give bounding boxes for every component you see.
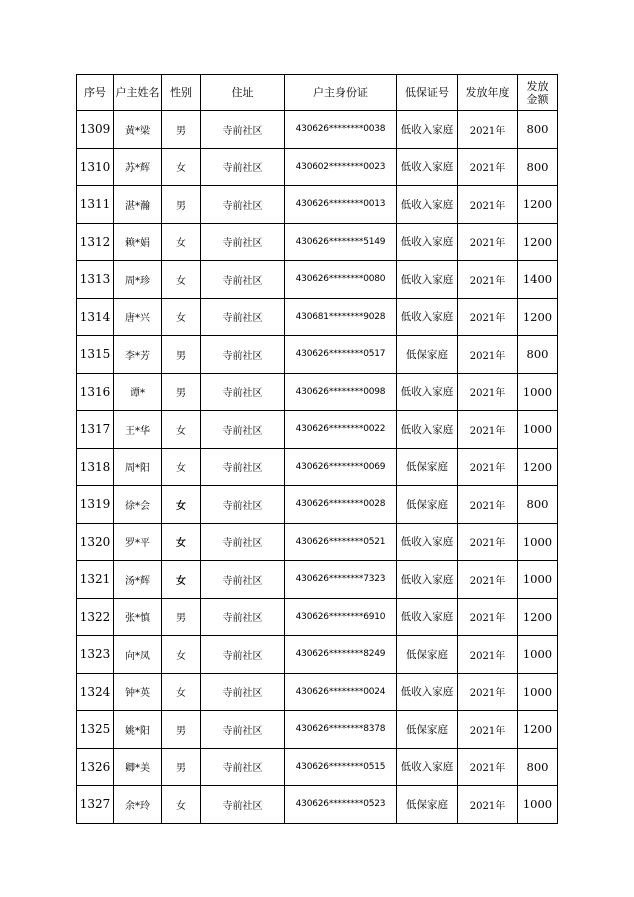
cell-address: 寺前社区 [201, 336, 285, 374]
cell-id-card: 430626********8378 [285, 711, 397, 749]
cell-issue-year: 2021年 [458, 261, 518, 299]
cell-serial-number: 1310 [77, 148, 114, 186]
cell-serial-number: 1323 [77, 636, 114, 674]
cell-issue-year: 2021年 [458, 111, 518, 149]
cell-certificate-number: 低收入家庭 [397, 261, 458, 299]
cell-issue-year: 2021年 [458, 223, 518, 261]
cell-address: 寺前社区 [201, 636, 285, 674]
cell-serial-number: 1321 [77, 561, 114, 599]
cell-issue-year: 2021年 [458, 448, 518, 486]
cell-gender: 男 [162, 748, 201, 786]
table-row [77, 711, 558, 749]
cell-id-card: 430626********0080 [285, 261, 397, 299]
cell-serial-number: 1314 [77, 298, 114, 336]
table-row [77, 298, 558, 336]
cell-issue-amount: 1200 [518, 298, 558, 336]
header-certificate-number: 低保证号 [397, 75, 458, 111]
cell-householder-name: 苏*辉 [114, 148, 162, 186]
cell-householder-name: 王*华 [114, 411, 162, 449]
cell-gender: 女 [162, 448, 201, 486]
table-row [77, 673, 558, 711]
cell-certificate-number: 低收入家庭 [397, 148, 458, 186]
cell-address: 寺前社区 [201, 373, 285, 411]
cell-id-card: 430626********8249 [285, 636, 397, 674]
cell-certificate-number: 低收入家庭 [397, 411, 458, 449]
cell-serial-number: 1319 [77, 486, 114, 524]
cell-issue-year: 2021年 [458, 786, 518, 824]
cell-certificate-number: 低保家庭 [397, 711, 458, 749]
cell-issue-year: 2021年 [458, 148, 518, 186]
cell-id-card: 430626********0521 [285, 523, 397, 561]
cell-issue-amount: 1000 [518, 786, 558, 824]
cell-issue-amount: 1000 [518, 411, 558, 449]
cell-id-card: 430626********5149 [285, 223, 397, 261]
subsidy-roster-table [76, 74, 558, 824]
cell-certificate-number: 低保家庭 [397, 486, 458, 524]
cell-serial-number: 1317 [77, 411, 114, 449]
cell-address: 寺前社区 [201, 448, 285, 486]
cell-issue-year: 2021年 [458, 748, 518, 786]
cell-gender: 女 [162, 411, 201, 449]
cell-address: 寺前社区 [201, 148, 285, 186]
cell-gender: 男 [162, 373, 201, 411]
header-row [77, 75, 558, 111]
header-issue-year: 发放年度 [458, 75, 518, 111]
cell-certificate-number: 低保家庭 [397, 636, 458, 674]
cell-householder-name: 赖*娟 [114, 223, 162, 261]
header-serial-number: 序号 [77, 75, 114, 111]
cell-address: 寺前社区 [201, 298, 285, 336]
cell-id-card: 430626********0024 [285, 673, 397, 711]
cell-issue-amount: 1200 [518, 186, 558, 224]
cell-address: 寺前社区 [201, 223, 285, 261]
cell-householder-name: 卿*美 [114, 748, 162, 786]
table-row [77, 261, 558, 299]
cell-issue-year: 2021年 [458, 336, 518, 374]
cell-gender: 女 [162, 261, 201, 299]
cell-id-card: 430626********7323 [285, 561, 397, 599]
cell-serial-number: 1327 [77, 786, 114, 824]
cell-gender: 女 [162, 636, 201, 674]
cell-householder-name: 徐*会 [114, 486, 162, 524]
table-header [77, 75, 558, 111]
cell-householder-name: 谭* [114, 373, 162, 411]
cell-householder-name: 姚*阳 [114, 711, 162, 749]
cell-issue-amount: 1000 [518, 636, 558, 674]
cell-gender: 女 [162, 486, 201, 524]
cell-issue-amount: 1400 [518, 261, 558, 299]
cell-householder-name: 黄*梁 [114, 111, 162, 149]
table-body [77, 111, 558, 824]
header-address: 住址 [201, 75, 285, 111]
cell-certificate-number: 低收入家庭 [397, 523, 458, 561]
cell-householder-name: 周*珍 [114, 261, 162, 299]
cell-id-card: 430626********0022 [285, 411, 397, 449]
table-row [77, 411, 558, 449]
cell-issue-year: 2021年 [458, 373, 518, 411]
cell-certificate-number: 低收入家庭 [397, 673, 458, 711]
cell-id-card: 430602********0023 [285, 148, 397, 186]
cell-id-card: 430626********0098 [285, 373, 397, 411]
cell-issue-year: 2021年 [458, 598, 518, 636]
cell-id-card: 430626********0028 [285, 486, 397, 524]
cell-gender: 男 [162, 336, 201, 374]
cell-certificate-number: 低收入家庭 [397, 373, 458, 411]
cell-householder-name: 唐*兴 [114, 298, 162, 336]
cell-gender: 女 [162, 786, 201, 824]
cell-address: 寺前社区 [201, 261, 285, 299]
cell-issue-amount: 1000 [518, 523, 558, 561]
cell-serial-number: 1313 [77, 261, 114, 299]
cell-gender: 女 [162, 673, 201, 711]
cell-householder-name: 钟*英 [114, 673, 162, 711]
table-row [77, 448, 558, 486]
cell-address: 寺前社区 [201, 673, 285, 711]
table-row [77, 786, 558, 824]
header-id-card: 户主身份证 [285, 75, 397, 111]
cell-issue-year: 2021年 [458, 561, 518, 599]
cell-address: 寺前社区 [201, 486, 285, 524]
table-row [77, 336, 558, 374]
table-row [77, 111, 558, 149]
cell-certificate-number: 低收入家庭 [397, 298, 458, 336]
cell-issue-amount: 1000 [518, 373, 558, 411]
cell-householder-name: 罗*平 [114, 523, 162, 561]
cell-certificate-number: 低保家庭 [397, 786, 458, 824]
cell-issue-year: 2021年 [458, 486, 518, 524]
cell-issue-year: 2021年 [458, 411, 518, 449]
cell-address: 寺前社区 [201, 748, 285, 786]
cell-gender: 女 [162, 148, 201, 186]
table-row [77, 561, 558, 599]
header-issue-amount [518, 75, 558, 111]
cell-certificate-number: 低保家庭 [397, 336, 458, 374]
cell-householder-name: 向*凤 [114, 636, 162, 674]
cell-serial-number: 1312 [77, 223, 114, 261]
cell-issue-amount: 800 [518, 748, 558, 786]
table-row [77, 373, 558, 411]
table-row [77, 486, 558, 524]
cell-issue-year: 2021年 [458, 523, 518, 561]
cell-id-card: 430626********0013 [285, 186, 397, 224]
cell-issue-amount: 800 [518, 111, 558, 149]
cell-issue-year: 2021年 [458, 298, 518, 336]
cell-certificate-number: 低收入家庭 [397, 223, 458, 261]
cell-issue-amount: 1000 [518, 561, 558, 599]
cell-issue-amount: 1200 [518, 598, 558, 636]
cell-serial-number: 1318 [77, 448, 114, 486]
cell-issue-year: 2021年 [458, 186, 518, 224]
cell-issue-amount: 800 [518, 148, 558, 186]
cell-issue-amount: 1200 [518, 711, 558, 749]
header-amount-line-1: 发放 [526, 79, 549, 93]
cell-householder-name: 周*阳 [114, 448, 162, 486]
table-row [77, 223, 558, 261]
cell-gender: 男 [162, 186, 201, 224]
table-row [77, 148, 558, 186]
cell-id-card: 430626********0038 [285, 111, 397, 149]
table-row [77, 186, 558, 224]
cell-address: 寺前社区 [201, 561, 285, 599]
cell-gender: 男 [162, 598, 201, 636]
cell-address: 寺前社区 [201, 523, 285, 561]
cell-id-card: 430626********0069 [285, 448, 397, 486]
cell-householder-name: 余*玲 [114, 786, 162, 824]
cell-householder-name: 张*慎 [114, 598, 162, 636]
cell-certificate-number: 低收入家庭 [397, 111, 458, 149]
header-amount-line-2: 金额 [526, 92, 549, 106]
cell-address: 寺前社区 [201, 786, 285, 824]
cell-id-card: 430626********0517 [285, 336, 397, 374]
cell-issue-year: 2021年 [458, 673, 518, 711]
table-row [77, 636, 558, 674]
cell-serial-number: 1309 [77, 111, 114, 149]
cell-issue-amount: 1000 [518, 673, 558, 711]
cell-gender: 女 [162, 298, 201, 336]
cell-gender: 女 [162, 223, 201, 261]
cell-address: 寺前社区 [201, 411, 285, 449]
cell-householder-name: 李*芳 [114, 336, 162, 374]
cell-id-card: 430681********9028 [285, 298, 397, 336]
cell-id-card: 430626********0515 [285, 748, 397, 786]
cell-householder-name: 湛*瀚 [114, 186, 162, 224]
cell-gender: 女 [162, 523, 201, 561]
cell-serial-number: 1324 [77, 673, 114, 711]
cell-issue-amount: 1200 [518, 448, 558, 486]
cell-id-card: 430626********6910 [285, 598, 397, 636]
cell-serial-number: 1320 [77, 523, 114, 561]
cell-gender: 女 [162, 561, 201, 599]
cell-gender: 男 [162, 111, 201, 149]
header-householder-name: 户主姓名 [114, 75, 162, 111]
cell-certificate-number: 低收入家庭 [397, 561, 458, 599]
cell-serial-number: 1315 [77, 336, 114, 374]
cell-certificate-number: 低收入家庭 [397, 186, 458, 224]
cell-issue-year: 2021年 [458, 711, 518, 749]
cell-issue-amount: 800 [518, 486, 558, 524]
cell-address: 寺前社区 [201, 186, 285, 224]
cell-serial-number: 1325 [77, 711, 114, 749]
cell-gender: 男 [162, 711, 201, 749]
table-row [77, 523, 558, 561]
header-gender: 性别 [162, 75, 201, 111]
cell-certificate-number: 低收入家庭 [397, 748, 458, 786]
cell-serial-number: 1316 [77, 373, 114, 411]
cell-address: 寺前社区 [201, 711, 285, 749]
cell-address: 寺前社区 [201, 598, 285, 636]
cell-certificate-number: 低保家庭 [397, 448, 458, 486]
cell-householder-name: 汤*辉 [114, 561, 162, 599]
cell-issue-year: 2021年 [458, 636, 518, 674]
table-row [77, 748, 558, 786]
cell-certificate-number: 低收入家庭 [397, 598, 458, 636]
cell-issue-amount: 800 [518, 336, 558, 374]
cell-id-card: 430626********0523 [285, 786, 397, 824]
cell-issue-amount: 1200 [518, 223, 558, 261]
cell-address: 寺前社区 [201, 111, 285, 149]
table-row [77, 598, 558, 636]
cell-serial-number: 1322 [77, 598, 114, 636]
cell-serial-number: 1326 [77, 748, 114, 786]
cell-serial-number: 1311 [77, 186, 114, 224]
